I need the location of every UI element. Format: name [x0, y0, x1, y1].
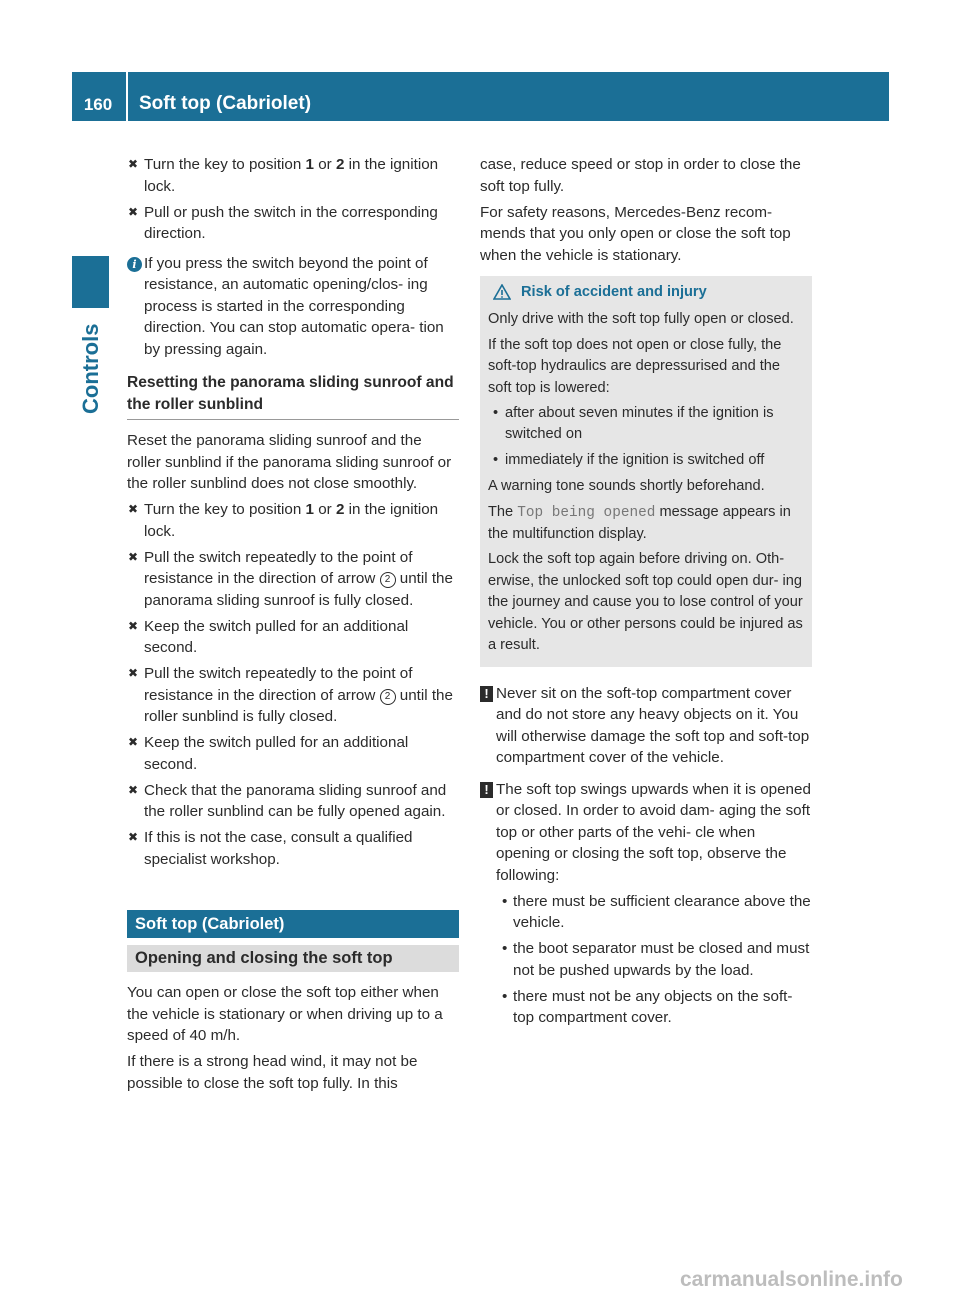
warning-text: The Top being opened message appears in the multifunction display. — [488, 503, 791, 543]
instruction-step: ✖ Turn the key to position 1 or 2 in the ignition lock. — [128, 156, 439, 195]
step-arrow-icon: ✖ — [128, 666, 139, 680]
warning-text: Only drive with the soft top fully open or closed. — [488, 311, 794, 328]
instruction-step: ✖ Keep the switch pulled for an additional second. — [128, 617, 409, 656]
caution-note: ! The soft top swings upwards when it is opened or closed. In order to avoid dam- aging the soft top or other parts of the vehi- cle when opening or closing the soft top, observe the following: — [480, 779, 812, 887]
paragraph: If there is a strong head wind, it may not be possible to close the soft top fully. In this — [127, 1053, 418, 1092]
instruction-step: ✖ Pull the switch repeatedly to the point of resistance in the direction of arrow 2 until the panorama sliding sunroof is fully closed. — [128, 548, 453, 609]
step-arrow-icon: ✖ — [128, 502, 139, 516]
page-title: Soft top (Cabriolet) — [139, 93, 312, 114]
arrow-number-badge: 2 — [380, 572, 396, 588]
watermark: carmanualsonline.info — [680, 1268, 903, 1291]
paragraph: case, reduce speed or stop in order to close the soft top fully. — [480, 156, 801, 195]
step-arrow-icon: ✖ — [128, 782, 139, 797]
list-item: • there must not be any objects on the soft-top compartment cover. — [502, 987, 793, 1026]
paragraph: Reset the panorama sliding sunroof and the roller sunblind if the panorama sliding sunroof or the roller sunblind does not close smoothly. — [127, 432, 452, 492]
warning-text: A warning tone sounds shortly beforehand. — [488, 478, 765, 495]
warning-text: If the soft top does not open or close fully, the soft-top hydraulics are depressurised and the soft top is lowered: — [488, 336, 782, 396]
instruction-step: ✖ Check that the panorama sliding sunroof and the roller sunblind can be fully opened again. — [128, 781, 447, 820]
instruction-step: ✖ Pull the switch repeatedly to the point of resistance in the direction of arrow 2 until the roller sunblind is fully closed. — [128, 665, 453, 725]
warning-title: Risk of accident and injury — [488, 282, 804, 303]
instruction-step: ✖ Turn the key to position 1 or 2 in the ignition lock. — [128, 501, 439, 540]
right-column — [480, 154, 812, 1033]
step-arrow-icon: ✖ — [128, 549, 139, 564]
step-arrow-icon: ✖ — [128, 830, 139, 844]
list-item: • immediately if the ignition is switched off — [493, 452, 765, 469]
header-divider — [126, 72, 128, 121]
left-column — [127, 154, 459, 1099]
info-icon: i — [127, 257, 142, 272]
instruction-step: ✖ Pull or push the switch in the corresponding direction. — [128, 203, 438, 242]
exclamation-icon: ! — [480, 686, 493, 702]
warning-box — [480, 276, 812, 667]
display-message: Top being opened — [517, 504, 656, 521]
step-arrow-icon: ✖ — [128, 204, 139, 219]
subsection-heading: Opening and closing the soft top — [127, 945, 459, 972]
subheading: Resetting the panorama sliding sunroof and the roller sunblind — [127, 372, 459, 420]
warning-text: Lock the soft top again before driving on. Oth- erwise, the unlocked soft top could open dur- ing the journey and cause you to lose control of your vehicle. You or other persons could be injured as a result. — [488, 551, 803, 654]
arrow-number-badge: 2 — [380, 689, 396, 705]
step-arrow-icon: ✖ — [128, 735, 139, 749]
chapter-label: Controls — [78, 323, 103, 414]
paragraph: For safety reasons, Mercedes-Benz recom- mends that you only open or close the soft top when the vehicle is stationary. — [480, 203, 791, 264]
list-item: • after about seven minutes if the ignition is switched on — [493, 405, 774, 443]
instruction-step: ✖ Keep the switch pulled for an additional second. — [128, 734, 409, 773]
step-arrow-icon: ✖ — [128, 618, 139, 633]
warning-triangle-icon — [493, 284, 511, 300]
exclamation-icon: ! — [480, 782, 493, 798]
chapter-tab — [72, 256, 109, 308]
info-note: i If you press the switch beyond the point of resistance, an automatic opening/clos- ing process is started in the corresponding direction. You can stop automatic opera- tion by pressing again. — [127, 253, 459, 361]
list-item: • the boot separator must be closed and must not be pushed upwards by the load. — [502, 940, 810, 979]
caution-note: ! Never sit on the soft-top compartment cover and do not store any heavy objects on it. You will otherwise damage the soft top and soft-top compartment cover of the vehicle. — [480, 683, 812, 769]
instruction-step: ✖ If this is not the case, consult a qualified specialist workshop. — [128, 829, 413, 868]
list-item: • there must be sufficient clearance above the vehicle. — [502, 892, 811, 931]
page-number: 160 — [83, 95, 113, 114]
step-arrow-icon: ✖ — [128, 157, 139, 171]
section-heading: Soft top (Cabriolet) — [127, 910, 459, 938]
paragraph: You can open or close the soft top either when the vehicle is stationary or when driving up to a speed of 40 m/h. — [127, 984, 443, 1044]
